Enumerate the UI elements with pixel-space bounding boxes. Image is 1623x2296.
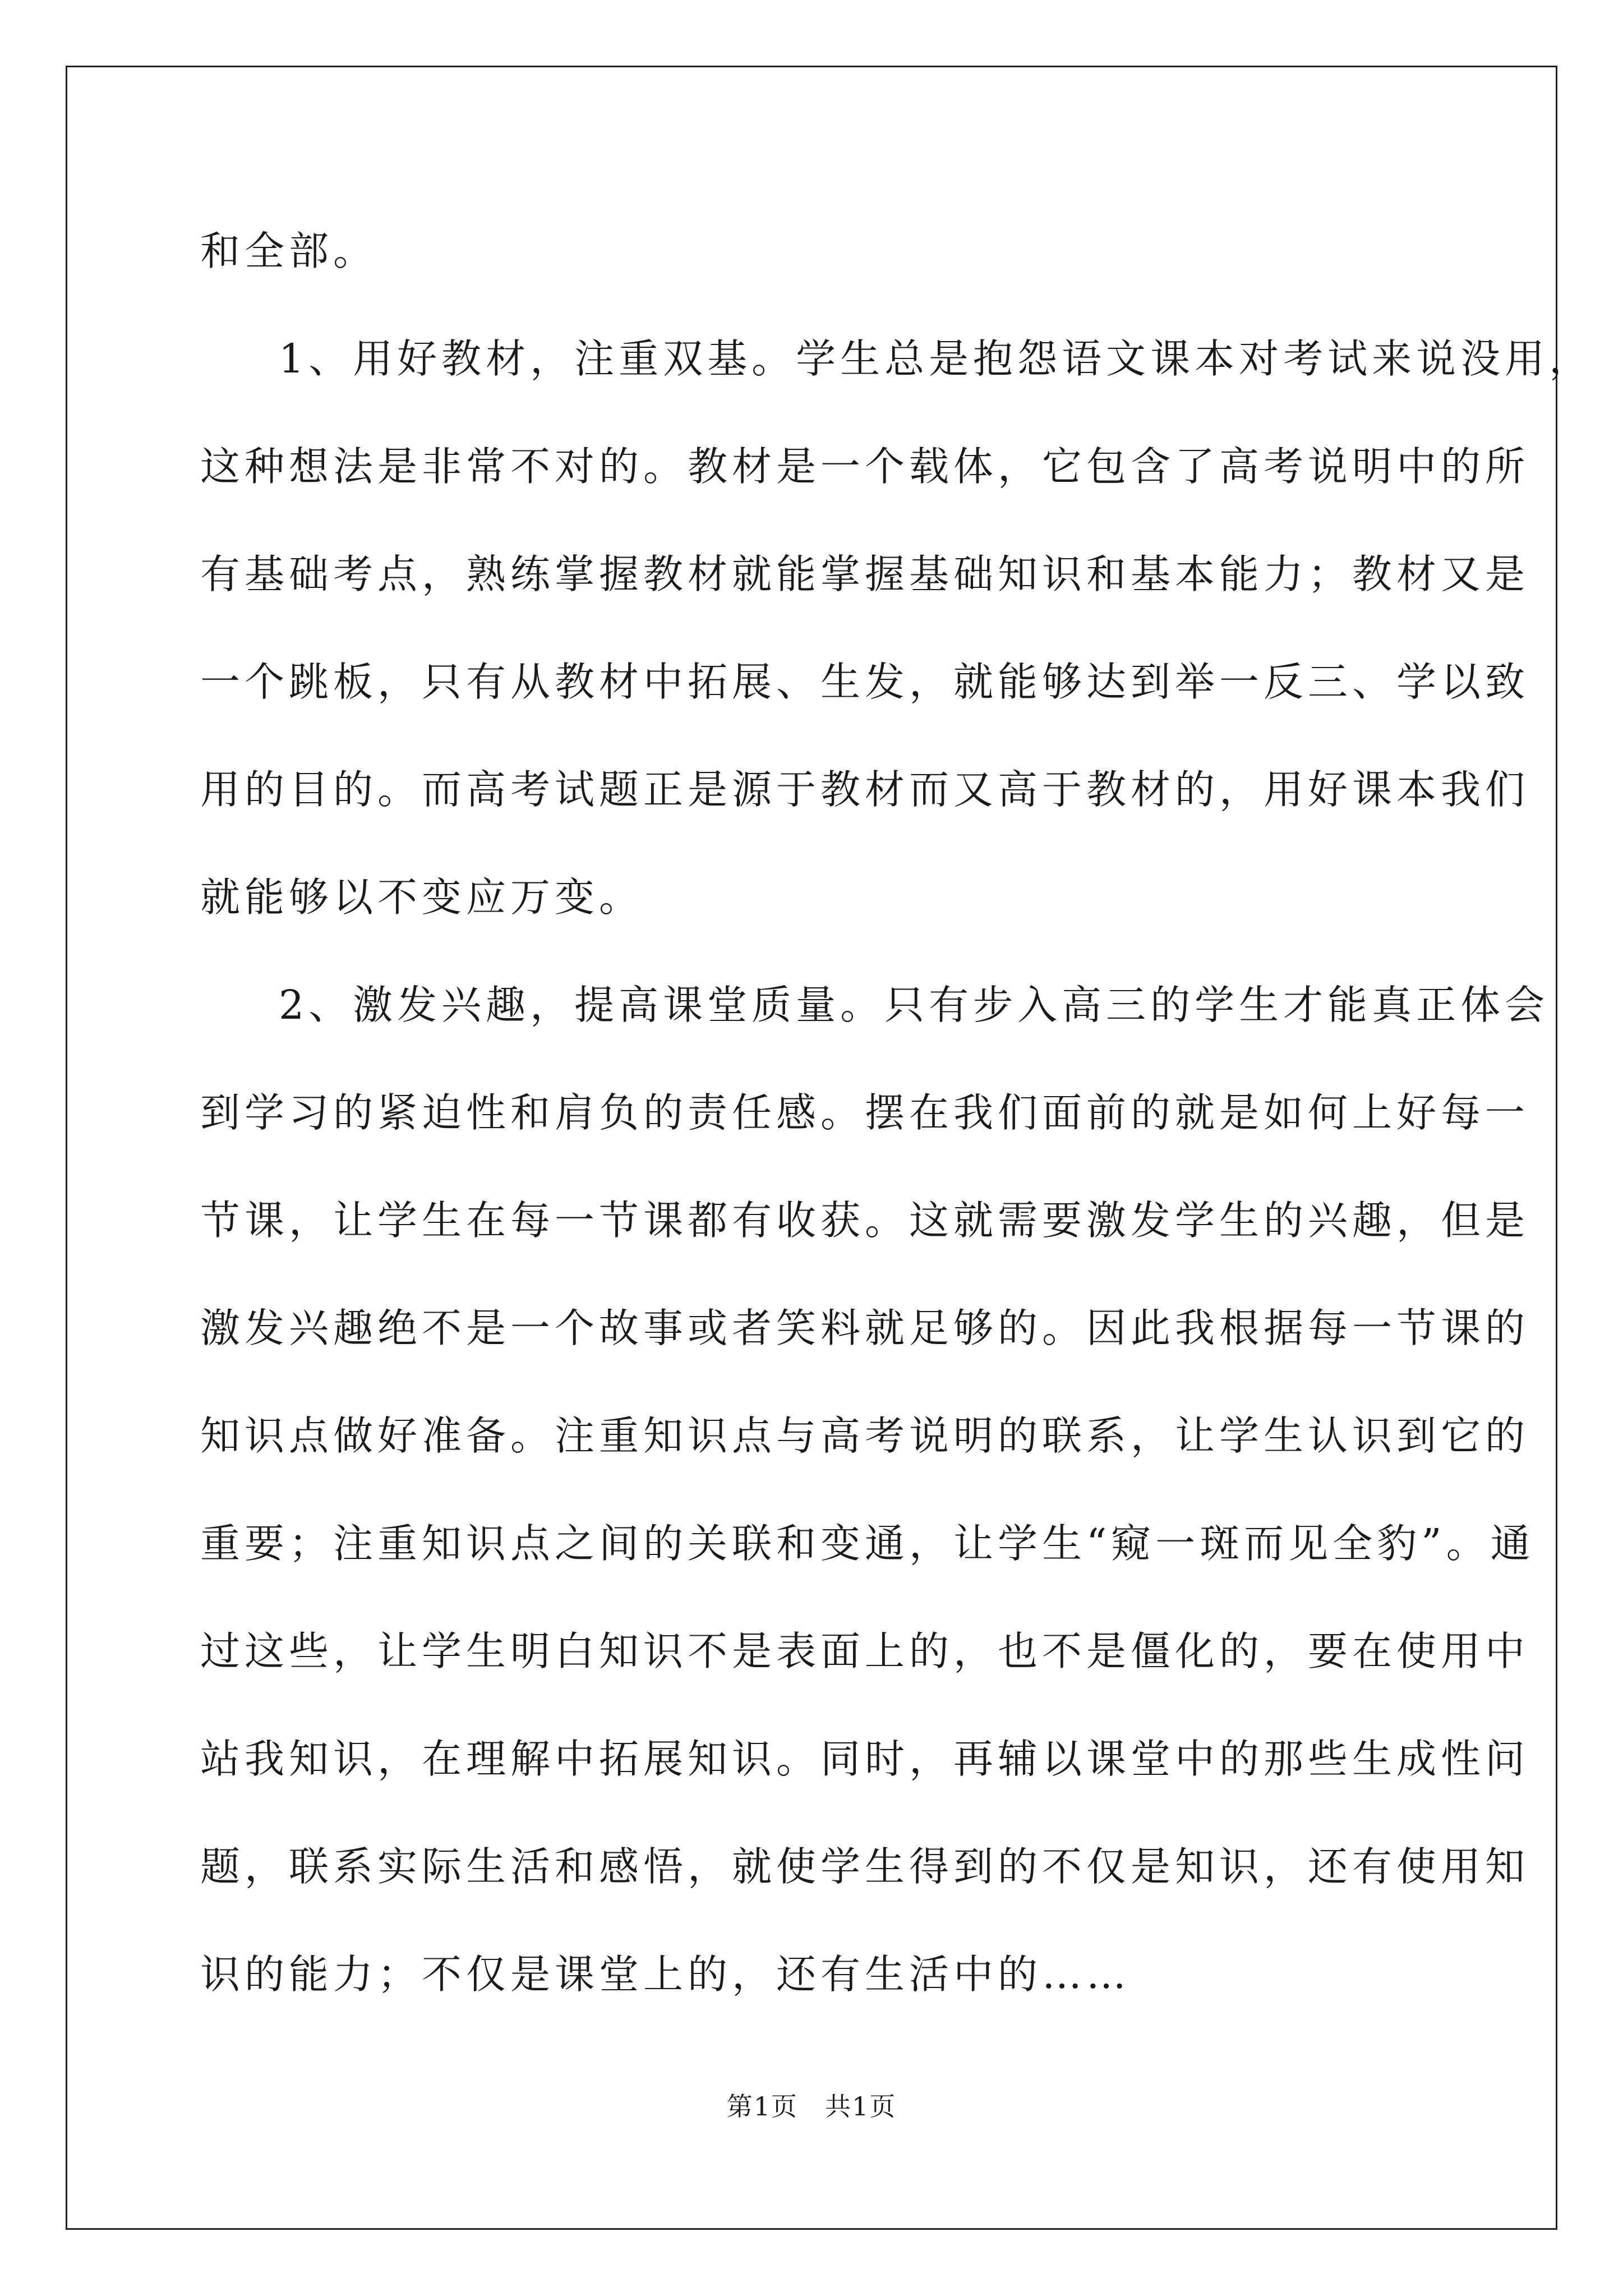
- paragraph-1-first-line: 1、用好教材，注重双基。学生总是抱怨语文课本对考试来说没用，: [279, 335, 1594, 382]
- text-line: 一个跳板，只有从教材中拓展、生发，就能够达到举一反三、学以致: [200, 659, 1530, 705]
- text-line: 识的能力；不仅是课堂上的，还有生活中的……: [200, 1951, 1131, 1998]
- text-line: 题，联系实际生活和感悟，就使学生得到的不仅是知识，还有使用知: [200, 1843, 1530, 1890]
- text-line: 重要；注重知识点之间的关联和变通，让学生“窥一斑而见全豹”。通: [200, 1520, 1535, 1567]
- paragraph-2-first-line: 2、激发兴趣，提高课堂质量。只有步入高三的学生才能真正体会: [279, 982, 1550, 1028]
- page-number: 第1页 共1页: [726, 2091, 897, 2122]
- text-line: 知识点做好准备。注重知识点与高考说明的联系，让学生认识到它的: [200, 1412, 1530, 1459]
- text-line: 节课，让学生在每一节课都有收获。这就需要激发学生的兴趣，但是: [200, 1197, 1530, 1244]
- text-line: 过这些，让学生明白知识不是表面上的，也不是僵化的，要在使用中: [200, 1628, 1530, 1674]
- text-line: 激发兴趣绝不是一个故事或者笑料就足够的。因此我根据每一节课的: [200, 1305, 1530, 1351]
- text-line: 这种想法是非常不对的。教材是一个载体，它包含了高考说明中的所: [200, 443, 1530, 490]
- text-line: 和全部。: [200, 228, 378, 274]
- text-line: 用的目的。而高考试题正是源于教材而又高于教材的，用好课本我们: [200, 766, 1530, 813]
- text-line: 站我知识，在理解中拓展知识。同时，再辅以课堂中的那些生成性问: [200, 1736, 1530, 1782]
- text-line: 到学习的紧迫性和肩负的责任感。摆在我们面前的就是如何上好每一: [200, 1089, 1530, 1136]
- text-line: 有基础考点，熟练掌握教材就能掌握基础知识和基本能力；教材又是: [200, 551, 1530, 597]
- text-line: 就能够以不变应万变。: [200, 874, 644, 921]
